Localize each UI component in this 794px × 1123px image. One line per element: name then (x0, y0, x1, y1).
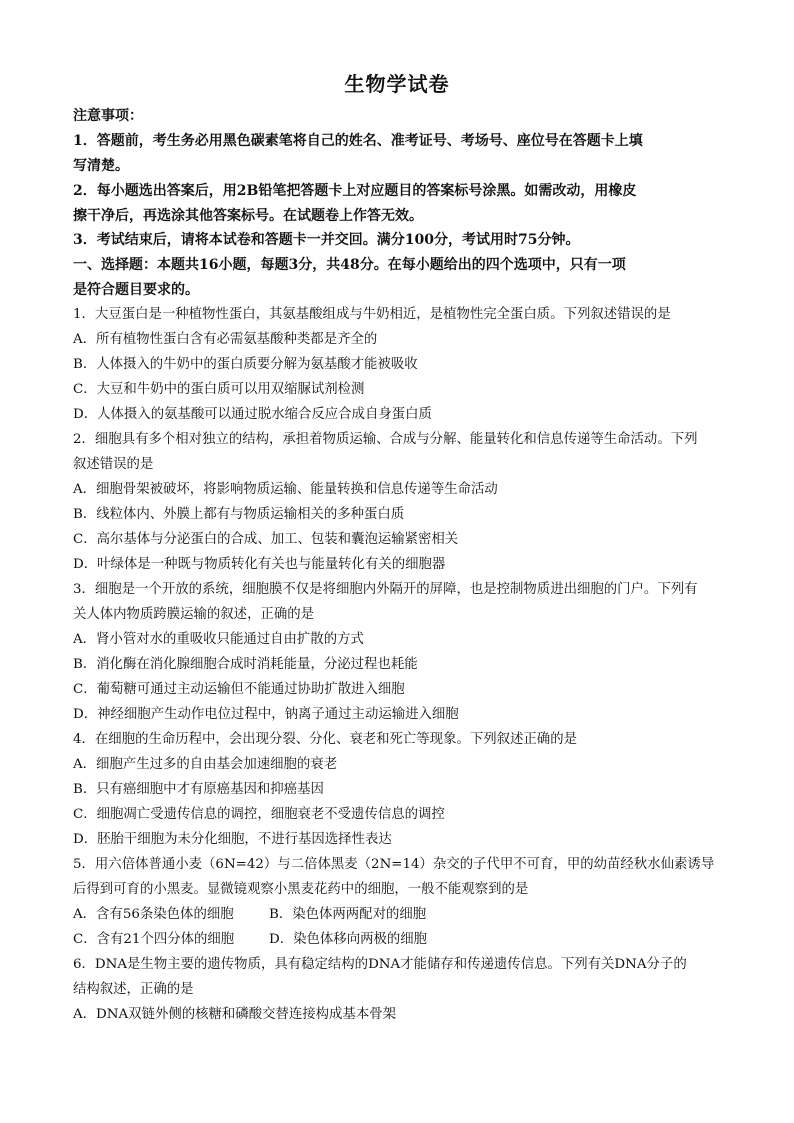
option-line: C．大豆和牛奶中的蛋白质可以用双缩脲试剂检测 (73, 382, 365, 397)
question-line: 4．在细胞的生命历程中，会出现分裂、分化、衰老和死亡等现象。下列叙述正确的是 (73, 732, 577, 747)
section-heading: 是符合题目要求的。 (73, 282, 199, 298)
option-line: A．DNA双链外侧的核糖和磷酸交替连接构成基本骨架 (73, 1007, 396, 1022)
notice-line: 1．答题前，考生务必用黑色碳素笔将自己的姓名、准考证号、考场号、座位号在答题卡上填 (73, 133, 643, 149)
question-line: 关人体内物质跨膜运输的叙述，正确的是 (73, 607, 315, 622)
option-line: C．高尔基体与分泌蛋白的合成、加工、包装和囊泡运输紧密相关 (73, 532, 459, 547)
question-line: 叙述错误的是 (73, 457, 154, 472)
option-line: A．肾小管对水的重吸收只能通过自由扩散的方式 (73, 632, 364, 647)
option-line: B．人体摄入的牛奶中的蛋白质要分解为氨基酸才能被吸收 (73, 357, 418, 372)
option-line: D．叶绿体是一种既与物质转化有关也与能量转化有关的细胞器 (73, 557, 446, 572)
option-line: D．胚胎干细胞为未分化细胞，不进行基因选择性表达 (73, 832, 392, 847)
question-line: 5．用六倍体普通小麦（6N=42）与二倍体黑麦（2N=14）杂交的子代甲不可育，甲的幼苗经秋水仙素诱导 (73, 857, 715, 872)
question-line: 2．细胞具有多个相对独立的结构，承担着物质运输、合成与分解、能量转化和信息传递等生命活动。下列 (73, 432, 698, 447)
option-b: B．染色体两两配对的细胞 (269, 907, 427, 922)
notice-line: 写清楚。 (73, 158, 129, 174)
option-line: B．消化酶在消化腺细胞合成时消耗能量，分泌过程也耗能 (73, 657, 418, 672)
question-line: 1．大豆蛋白是一种植物性蛋白，其氨基酸组成与牛奶相近，是植物性完全蛋白质。下列叙述错误的是 (73, 307, 671, 322)
option-pair (73, 930, 733, 950)
option-d: D．染色体移向两极的细胞 (269, 932, 428, 947)
option-pair (73, 905, 733, 925)
option-line: A．细胞产生过多的自由基会加速细胞的衰老 (73, 757, 338, 772)
option-c: C．含有21个四分体的细胞 (73, 932, 235, 947)
option-line: C．葡萄糖可通过主动运输但不能通过协助扩散进入细胞 (73, 682, 405, 697)
option-a: A．含有56条染色体的细胞 (73, 907, 234, 922)
option-line: A．所有植物性蛋白含有必需氨基酸种类都是齐全的 (73, 332, 378, 347)
option-line: D．人体摄入的氨基酸可以通过脱水缩合反应合成自身蛋白质 (73, 407, 432, 422)
question-line: 6．DNA是生物主要的遗传物质，具有稳定结构的DNA才能储存和传递遗传信息。下列有关DNA分子的 (73, 957, 687, 972)
notice-line: 3．考试结束后，请将本试卷和答题卡一并交回。满分100分，考试用时75分钟。 (73, 232, 580, 248)
question-line: 后得到可育的小黑麦。显微镜观察小黑麦花药中的细胞，一般不能观察到的是 (73, 882, 529, 897)
option-line: C．细胞凋亡受遗传信息的调控，细胞衰老不受遗传信息的调控 (73, 807, 445, 822)
option-line: A．细胞骨架被破坏，将影响物质运输、能量转换和信息传递等生命活动 (73, 482, 498, 497)
option-line: D．神经细胞产生动作电位过程中，钠离子通过主动运输进入细胞 (73, 707, 459, 722)
question-line: 结构叙述，正确的是 (73, 982, 194, 997)
question-line: 3．细胞是一个开放的系统，细胞膜不仅是将细胞内外隔开的屏障，也是控制物质进出细胞的门户。下列有 (73, 582, 698, 597)
notice-line: 2．每小题选出答案后，用2B铅笔把答题卡上对应题目的答案标号涂黑。如需改动，用橡皮 (73, 183, 637, 199)
notice-heading: 注意事项： (73, 108, 143, 124)
notice-line: 擦干净后，再选涂其他答案标号。在试题卷上作答无效。 (73, 208, 423, 224)
option-line: B．只有癌细胞中才有原癌基因和抑癌基因 (73, 782, 324, 797)
section-heading: 一、选择题：本题共16小题，每题3分，共48分。在每小题给出的四个选项中，只有一项 (73, 257, 626, 273)
option-line: B．线粒体内、外膜上都有与物质运输相关的多种蛋白质 (73, 507, 405, 522)
page-title: 生物学试卷 (344, 72, 450, 96)
